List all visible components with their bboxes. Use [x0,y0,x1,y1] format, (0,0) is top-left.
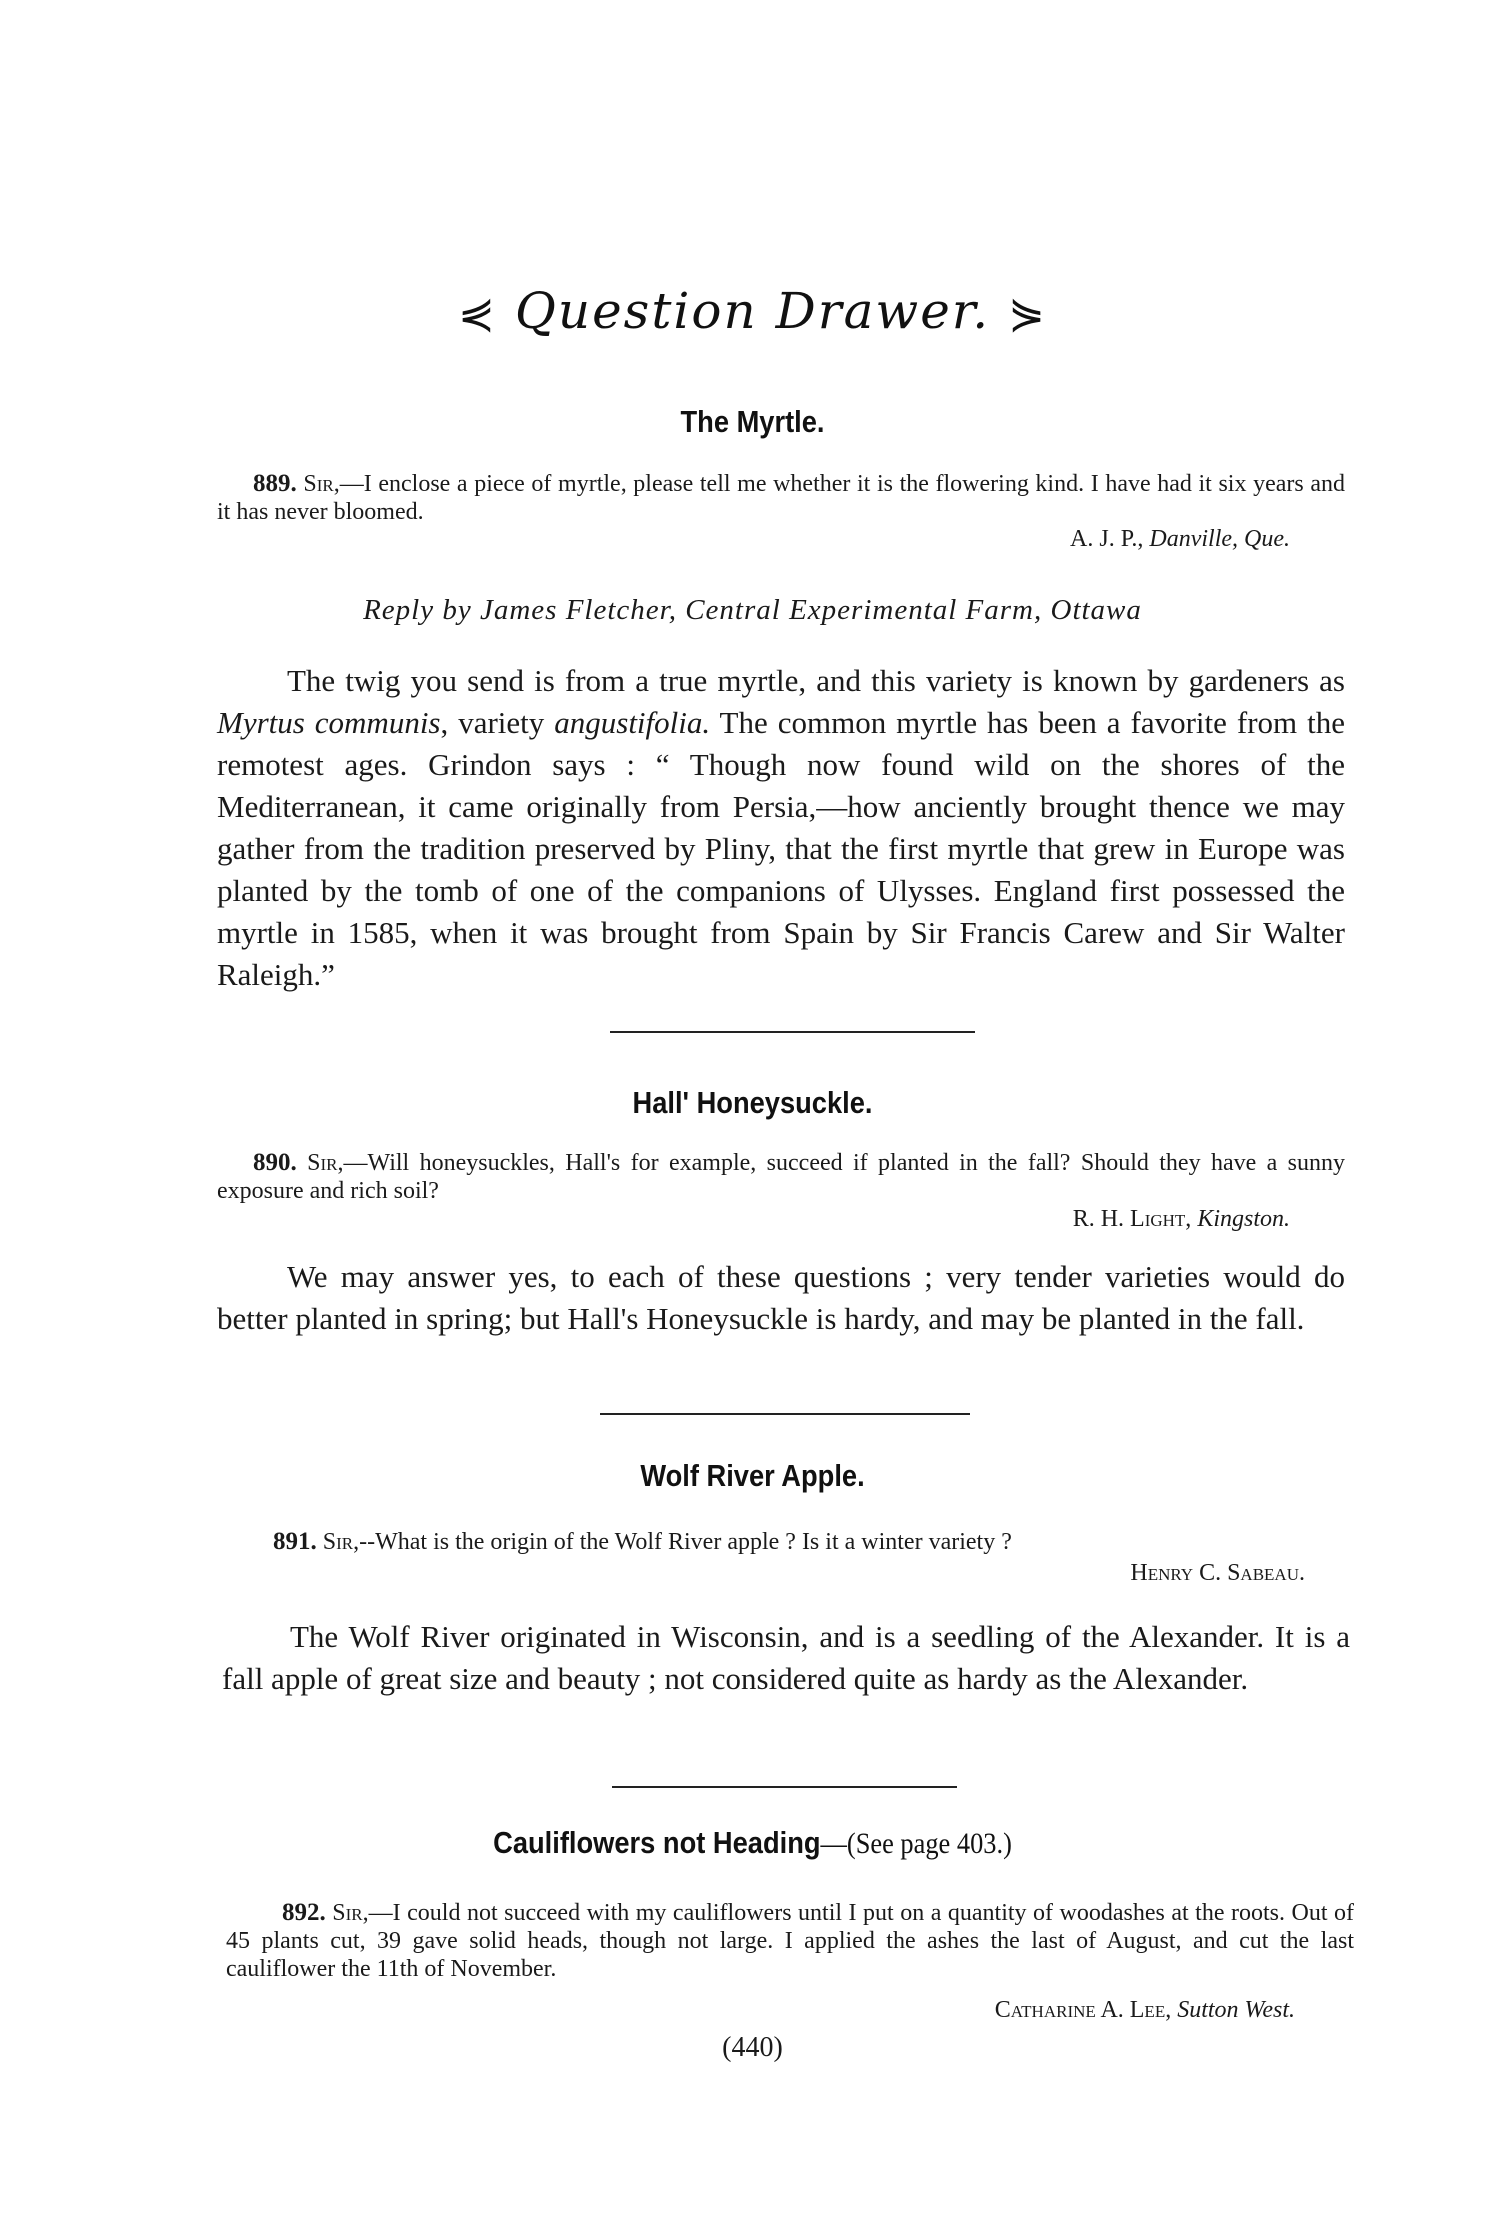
question-text: —I enclose a piece of myrtle, please tell me whether it is the flowering kind. I have had it six years and it has never bloomed. [217,471,1345,525]
signature-891: Henry C. Sabeau. [1130,1560,1305,1586]
question-890 [217,1149,1345,1205]
heading-wolf-river-apple: Wolf River Apple. [640,1458,865,1493]
answer-889 [217,660,1345,996]
heading-text: Cauliflowers not Heading [493,1825,821,1860]
question-889 [217,470,1345,526]
question-text: —Will honeysuckles, Hall's for example, succeed if planted in the fall? Should they have a sunny exposure and rich soil? [217,1150,1346,1204]
heading-cauliflowers [90,1825,1414,1861]
heading-page-reference: —(See page 403.) [820,1827,1012,1860]
salutation: Sir, [332,1900,369,1926]
reply-byline: Reply by James Fletcher, Central Experimental Farm, Ottawa [363,594,1142,626]
question-891 [217,1528,1345,1556]
question-892 [226,1899,1354,1983]
section-divider [610,1031,975,1033]
answer-text: , variety [440,705,555,740]
question-text: —I could not succeed with my cauliflowers until I put on a quantity of woodashes at the roots. Out of 45 plants cut, 39 gave solid heads, though not large. I applied the ashes the last of August, and cut the last cauliflower the 11th of November. [226,1900,1355,1982]
heading-the-myrtle: The Myrtle. [680,404,825,439]
signature-place: Danville, Que. [1149,526,1290,552]
page-number: (440) [722,2032,783,2063]
section-divider [612,1786,957,1788]
signature-892 [700,1997,1295,2024]
signature-name: A. J. P., [1070,526,1144,552]
answer-text: The twig you send is from a true myrtle, and this variety is known by gardeners as [287,663,1345,698]
question-number: 891. [273,1528,317,1555]
heading-hall-honeysuckle: Hall' Honeysuckle. [632,1085,873,1120]
salutation: Sir, [322,1529,360,1555]
ornament-left-icon: ⋞ [458,288,497,339]
answer-891: The Wolf River originated in Wisconsin, and is a seedling of the Alexander. It is a fall apple of great size and beauty ; not considered quite as hardy as the Alexander. [222,1619,1350,1696]
ornament-right-icon: ⋟ [1008,288,1047,339]
masthead-title: Question Drawer. [514,282,991,340]
answer-890: We may answer yes, to each of these questions ; very tender varieties would do better planted in spring; but Hall's Honeysuckle is hardy, and may be planted in the fall. [217,1259,1345,1336]
signature-889 [700,526,1290,553]
question-text: --What is the origin of the Wolf River apple ? Is it a winter variety ? [359,1529,1012,1555]
answer-text: The common myrtle has been a favorite from the remotest ages. Grindon says : “ Though now found wild on the shores of the Mediterranean, it came originally from Persia,—how anciently brought thence we may gather from the tradition preserved by Pliny, that the first myrtle that grew in Europe was planted by the tomb of one of the companions of Ulysses. England first possessed the myrtle in 1585, when it was brought from Spain by Sir Francis Carew and Sir Walter Raleigh.” [217,705,1345,992]
species-name: Myrtus communis [217,705,441,740]
signature-name: R. H. Light, [1072,1206,1192,1232]
variety-name: angustifolia. [554,705,711,740]
signature-name: Catharine A. Lee, [994,1997,1172,2023]
question-number: 889. [253,470,297,497]
question-number: 892. [282,1899,326,1926]
salutation: Sir, [303,471,340,497]
signature-place: Sutton West. [1177,1997,1295,2023]
signature-890 [700,1206,1290,1233]
question-number: 890. [253,1149,297,1176]
signature-place: Kingston. [1197,1206,1290,1232]
page-masthead [0,282,1505,340]
section-divider [600,1413,970,1415]
salutation: Sir, [307,1150,344,1176]
